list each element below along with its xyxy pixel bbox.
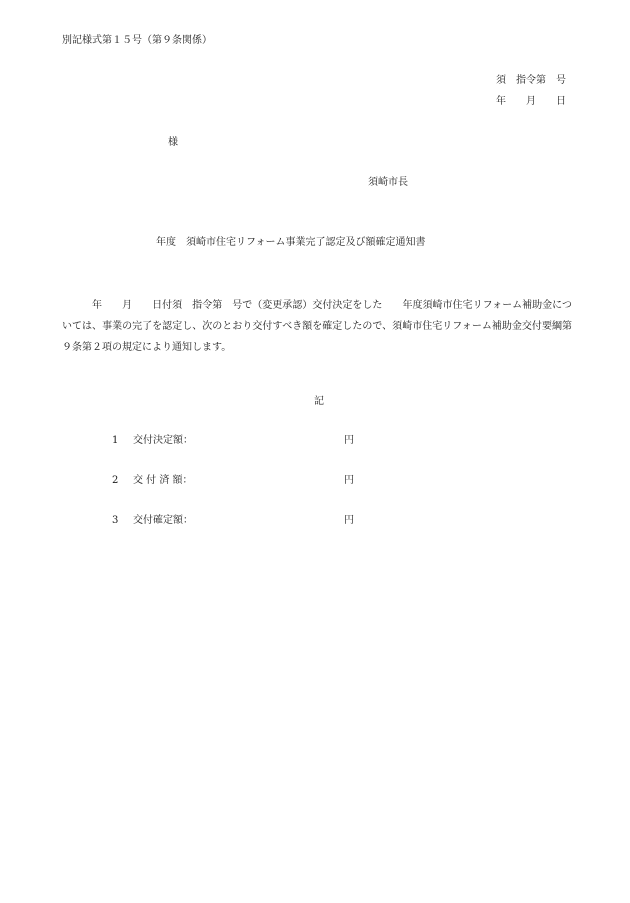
item-label: 交付確定額： [133,515,193,526]
body-paragraph: 年 月 日付須 指令第 号で（変更承認）交付決定をした 年度須崎市住宅リフォーム補助金については、事業の完了を認定し、次のとおり交付すべき額を確定したので、須崎市住宅リフォーム補助金交付要綱第９条第２項の規定により通知します。 [62,300,572,353]
form-identifier: 別記様式第１５号（第９条関係） [62,35,212,46]
addressee-honorific: 様 [168,137,178,148]
note-heading: 記 [314,396,324,407]
document-title: 年度 須崎市住宅リフォーム事業完了認定及び額確定通知書 [156,237,426,248]
item-label: 交 付 済 額： [133,475,193,486]
item-number: 3 [112,515,119,526]
item-unit: 円 [344,515,354,526]
document-date: 年 月 日 [496,96,566,107]
document-number: 須 指令第 号 [496,75,566,86]
item-number: 1 [112,435,119,446]
item-label: 交付決定額： [133,435,193,446]
item-unit: 円 [344,435,354,446]
sender-name: 須崎市長 [368,177,408,188]
item-unit: 円 [344,475,354,486]
item-number: 2 [112,475,119,486]
